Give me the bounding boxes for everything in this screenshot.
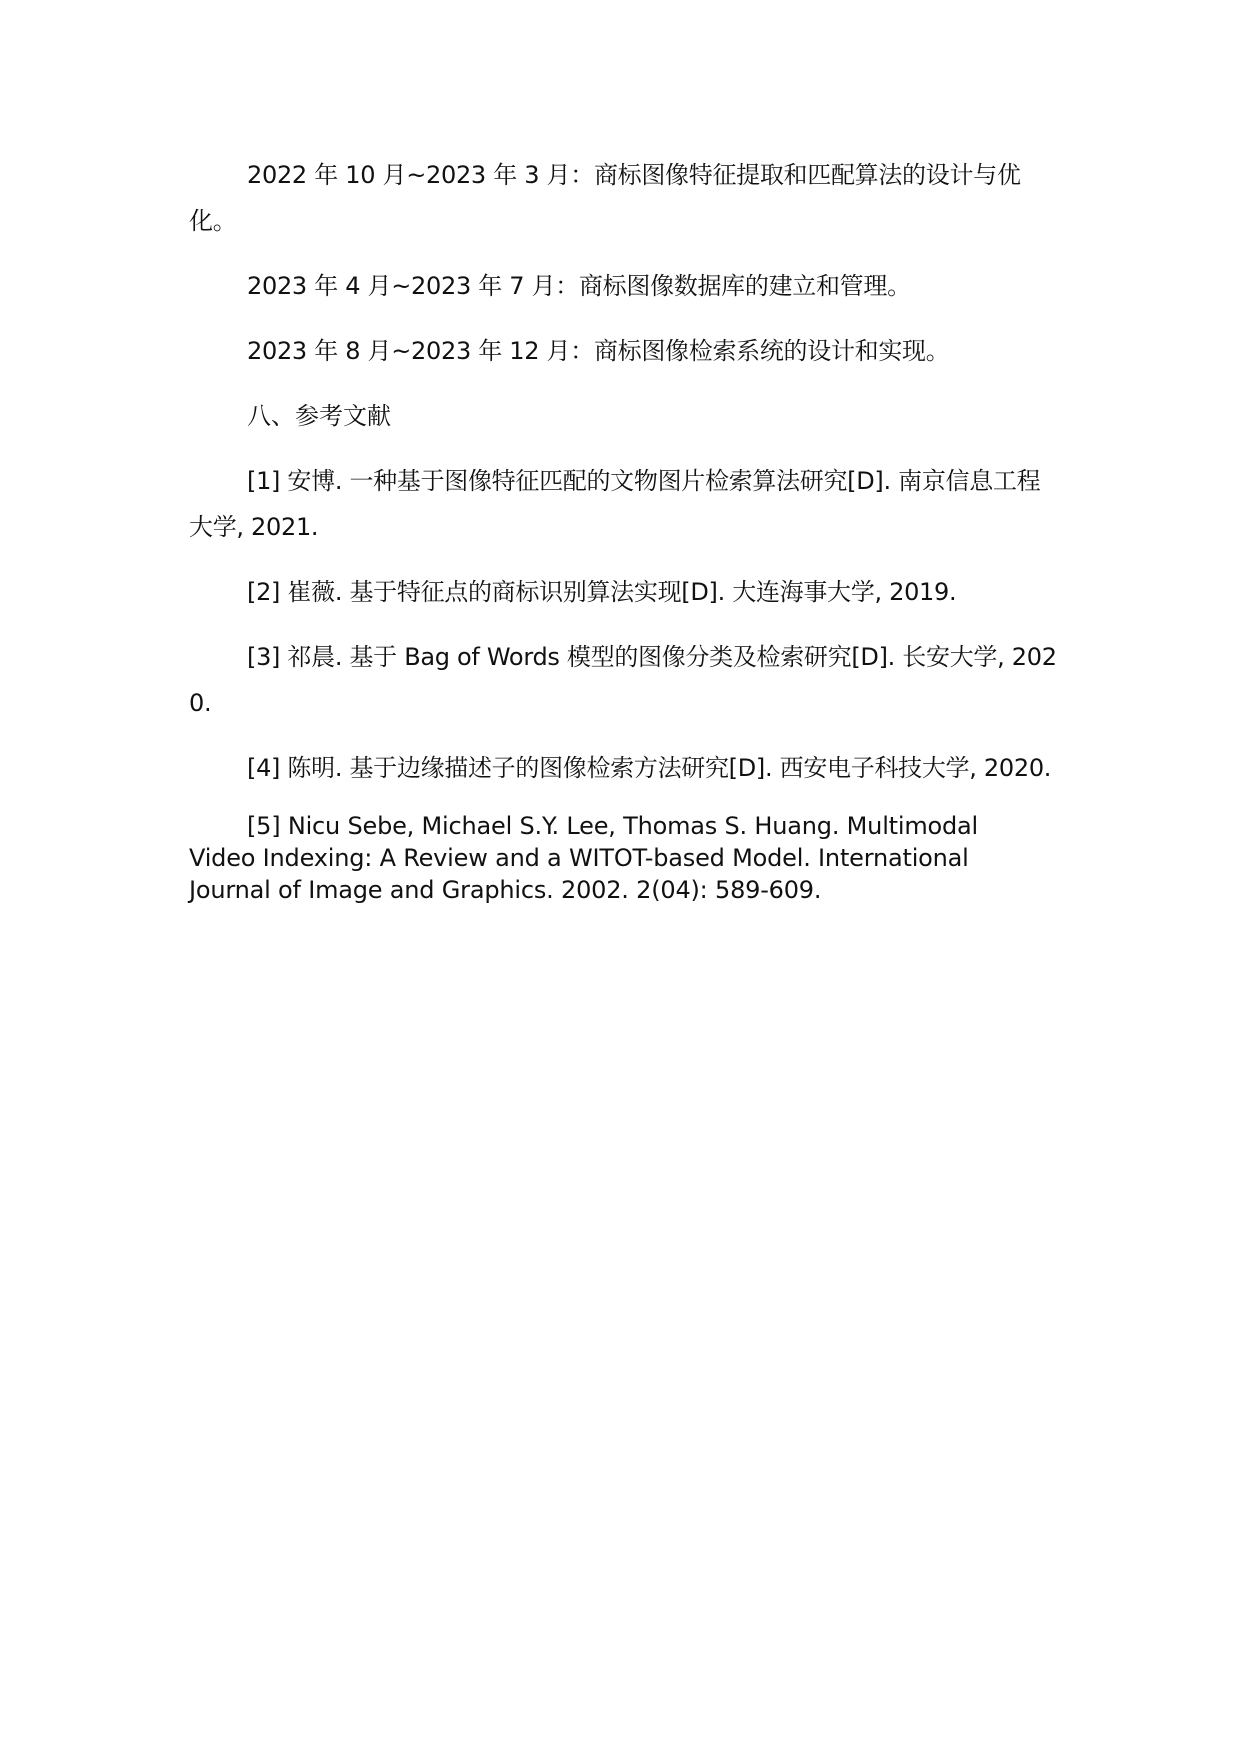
schedule-item: 2023 年 8 月~2023 年 12 月：商标图像检索系统的设计和实现。 bbox=[247, 337, 950, 365]
schedule-item: 2023 年 4 月~2023 年 7 月：商标图像数据库的建立和管理。 bbox=[247, 272, 911, 300]
reference-item: [2] 崔薇. 基于特征点的商标识别算法实现[D]. 大连海事大学, 2019. bbox=[247, 578, 957, 606]
reference-item: [3] 祁晨. 基于 Bag of Words 模型的图像分类及检索研究[D]. 长安大学, 2020. bbox=[189, 643, 1057, 717]
references-heading: 八、参考文献 bbox=[247, 402, 391, 430]
page-content bbox=[189, 152, 1059, 906]
reference-item: [5] Nicu Sebe, Michael S.Y. Lee, Thomas S. Huang. Multimodal Video Indexing: A Review and a WITOT-based Model. International Journal of Image and Graphics. 2002. 2(04): 589-609. bbox=[189, 812, 979, 904]
schedule-item: 2022 年 10 月~2023 年 3 月：商标图像特征提取和匹配算法的设计与优化。 bbox=[189, 161, 1021, 235]
reference-item: [1] 安博. 一种基于图像特征匹配的文物图片检索算法研究[D]. 南京信息工程大学, 2021. bbox=[189, 467, 1041, 541]
reference-item: [4] 陈明. 基于边缘描述子的图像检索方法研究[D]. 西安电子科技大学, 2020. bbox=[247, 754, 1052, 782]
